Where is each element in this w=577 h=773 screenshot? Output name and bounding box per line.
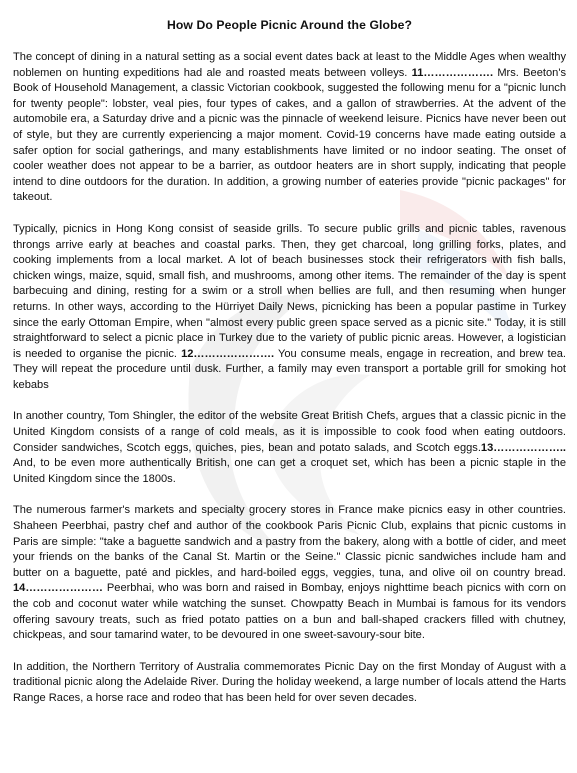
gap-14: 14…………………: [13, 582, 103, 595]
paragraph-4: The numerous farmer's markets and specialty grocery stores in France make picnics easy in other countries. Shaheen Peerbhai, pastry chef and author of the cookbook Paris Picnic Club, explains that picnic customs in Paris are simple: "take a baguette sandwich and a pastry from the bakery, along with a bottle of cider, and meet your friends on the banks of the Canal St. Martin or the Seine." Classic picnic sandwiches include ham and butter on a baguette, paté and pickles, and hard-boiled eggs, veggies, tuna, and olive oil on country bread. 14………………… Peerbhai, who was born and raised in Bombay, enjoys nighttime beach picnics with corn on the cob and coconut water while watching the sunset. Chowpatty Beach in Mumbai is famous for its vendors offering savoury treats, such as fried potato patties on a bun and ball-shaped crackers filled with chutney, chickpeas, and sour tamarind water, to be devoured in one sweet-savoury-sour bite.: [13, 504, 566, 642]
paragraph-5: In addition, the Northern Territory of Australia commemorates Picnic Day on the first Monday of August with a traditional picnic along the Adelaide River. During the holiday weekend, a large number of locals attend the Harts Range Races, a horse race and rodeo that has been held for over seven decades.: [13, 660, 566, 704]
gap-12: 12………………….: [181, 347, 275, 360]
gap-13: 13………………..: [480, 441, 566, 454]
paragraph-1: The concept of dining in a natural setting as a social event dates back at least to the Middle Ages when wealthy noblemen on hunting expeditions had ale and roasted meats between volleys. 11………………. Mrs. Beeton's Book of Household Management, a classic Victorian cookbook, suggested the following menu for a "picnic lunch for twenty people": lobster, veal pies, four types of cakes, and a gallon of strawberries. At the advent of the automobile era, a Saturday drive and a picnic was the pinnacle of weekend leisure. Picnics have never been out of style, but they are currently experiencing a major moment. Covid-19 concerns have made eating outside a safer option for social gatherings, and many establishments have limited or no indoor seating. The onset of cooler weather does not appear to be a barrier, as outdoor heaters are in short supply, indicating that people intend to dine outdoors for the duration. In addition, a growing number of eateries provide "picnic packages" for takeout.: [13, 51, 566, 204]
document-title: How Do People Picnic Around the Globe?: [166, 18, 413, 32]
gap-11: 11……………….: [411, 66, 494, 79]
paragraph-3: In another country, Tom Shingler, the editor of the website Great British Chefs, argues that a classic picnic in the United Kingdom consists of a range of cold meals, as it is impossible to cook food when eating outdoors. Consider sandwiches, Scotch eggs, quiches, pies, bean and potato salads, and Scotch eggs.13……………….. And, to be even more authentically British, one can get a croquet set, which has been a picnic staple in the United Kingdom since the 1800s.: [13, 410, 566, 485]
paragraph-2: Typically, picnics in Hong Kong consist of seaside grills. To secure public grills and picnic tables, ravenous throngs arrive early at beaches and coastal parks. Then, they get charcoal, long grilling forks, plates, and cooking implements from a local market. A lot of beach businesses stock their refrigerators with fish balls, chicken wings, maize, squid, small fish, and mushrooms, among other items. The remainder of the day is spent barbecuing and dining, resting for a swim or a stroll when bellies are full, and then resuming when hunger returns. In other ways, according to the Hürriyet Daily News, picnicking has been a popular pastime in Turkey since the early Ottoman Empire, when "almost every public green space served as a picnic site." Today, it is still straightforward to select a picnic place in Turkey due to the variety of public picnic areas. However, a logistician is needed to organise the picnic. 12…………………. You consume meals, engage in recreation, and brew tea. They will repeat the procedure until dusk. Further, a family may even transport a portable grill for smoking hot kebabs: [13, 222, 566, 391]
